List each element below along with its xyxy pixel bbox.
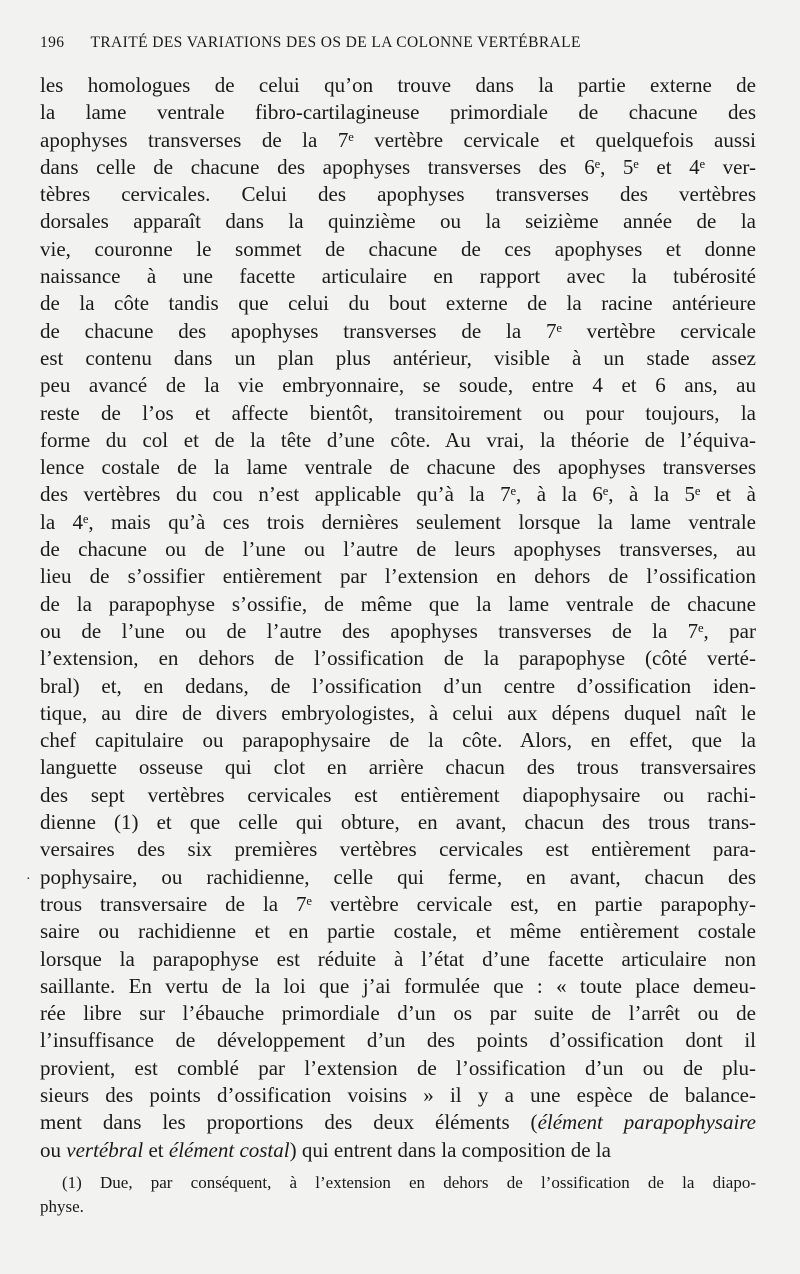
text-line: saire ou rachidienne et en partie costale, et même entièrement costale	[40, 919, 756, 944]
text-line: des sept vertèbres cervicales est entièrement diapophysaire ou rachi-	[40, 782, 756, 807]
body-text	[40, 72, 756, 1164]
text-line: forme du col et de la tête d’une côte. Au vrai, la théorie de l’équiva-	[40, 427, 756, 452]
text-line: les homologues de celui qu’on trouve dans la partie externe de	[40, 73, 756, 97]
running-header	[40, 34, 760, 52]
text-segment: ou	[40, 1137, 67, 1162]
text-line: de chacune ou de l’une ou l’autre de leurs apophyses transverses, au	[40, 537, 756, 562]
italic-term: vertébral	[66, 1137, 144, 1162]
text-line: l’extension, en dehors de l’ossification de la parapophyse (côté verté-	[40, 646, 756, 671]
footnote	[40, 1171, 756, 1219]
text-line: pophysaire, ou rachidienne, celle qui ferme, en avant, chacun des	[40, 864, 756, 889]
text-line: ou de l’une ou de l’autre des apophyses transverses de la 7ᵉ, par	[40, 618, 756, 643]
text-line: l’insuffisance de développement d’un des points d’ossification dont il	[40, 1028, 756, 1053]
text-segment: et	[143, 1137, 169, 1162]
text-line: chef capitulaire ou parapophysaire de la côte. Alors, en effet, que la	[40, 728, 756, 753]
text-line: naissance à une facette articulaire en rapport avec la tubérosité	[40, 264, 756, 289]
text-segment: ment dans les proportions des deux éléments (	[40, 1110, 538, 1135]
text-line: provient, est comblé par l’extension de l’ossification d’un ou de plu-	[40, 1055, 756, 1080]
text-line: bral) et, en dedans, de l’ossification d’un centre d’ossification iden-	[40, 673, 756, 698]
margin-mark: ·	[26, 872, 31, 887]
text-line: lieu de s’ossifier entièrement par l’extension en dehors de l’ossification	[40, 564, 756, 589]
text-line: apophyses transverses de la 7ᵉ vertèbre cervicale et quelquefois aussi	[40, 127, 756, 152]
footnote-line: physe.	[40, 1197, 84, 1216]
text-line: est contenu dans un plan plus antérieur, visible à un stade assez	[40, 345, 756, 370]
text-line: tèbres cervicales. Celui des apophyses transverses des vertèbres	[40, 182, 756, 207]
text-line: versaires des six premières vertèbres cervicales est entièrement para-	[40, 837, 756, 862]
text-line: peu avancé de la vie embryonnaire, se soude, entre 4 et 6 ans, au	[40, 373, 756, 398]
text-line: saillante. En vertu de la loi que j’ai formulée que : « toute place demeu-	[40, 973, 756, 998]
text-line: trous transversaire de la 7ᵉ vertèbre cervicale est, en partie parapophy-	[40, 891, 756, 916]
text-line: de la parapophyse s’ossifie, de même que la lame ventrale de chacune	[40, 591, 756, 616]
text-line-mixed	[40, 1137, 756, 1164]
italic-term: élément costal	[168, 1137, 290, 1162]
text-line: sieurs des points d’ossification voisins » il y a une espèce de balance-	[40, 1082, 756, 1107]
text-line: vie, couronne le sommet de chacune de ces apophyses et donne	[40, 236, 756, 261]
text-line-mixed	[40, 1109, 756, 1136]
text-line: dorsales apparaît dans la quinzième ou la seizième année de la	[40, 209, 756, 234]
text-line: tique, au dire de divers embryologistes, à celui aux dépens duquel naît le	[40, 700, 756, 725]
running-title: TRAITÉ DES VARIATIONS DES OS DE LA COLONNE VERTÉBRALE	[90, 34, 581, 51]
text-line: reste de l’os et affecte bientôt, transitoirement ou pour toujours, la	[40, 400, 756, 425]
text-segment: ) qui entrent dans la composition de la	[289, 1137, 611, 1162]
text-line: la lame ventrale fibro-cartilagineuse primordiale de chacune des	[40, 100, 756, 125]
text-line: des vertèbres du cou n’est applicable qu’à la 7ᵉ, à la 6ᵉ, à la 5ᵉ et à	[40, 482, 756, 507]
text-line: la 4ᵉ, mais qu’à ces trois dernières seulement lorsque la lame ventrale	[40, 509, 756, 534]
footnote-line: (1) Due, par conséquent, à l’extension en dehors de l’ossification de la diapo-	[62, 1173, 756, 1192]
text-line: de chacune des apophyses transverses de la 7ᵉ vertèbre cervicale	[40, 318, 756, 343]
text-line: languette osseuse qui clot en arrière chacun des trous transversaires	[40, 755, 756, 780]
page-number: 196	[40, 34, 65, 51]
italic-term: élément parapophysaire	[537, 1110, 756, 1135]
text-line: lorsque la parapophyse est réduite à l’état d’une facette articulaire non	[40, 946, 756, 971]
text-line: dienne (1) et que celle qui obture, en avant, chacun des trous trans-	[40, 810, 756, 835]
text-line: de la côte tandis que celui du bout externe de la racine antérieure	[40, 291, 756, 316]
text-line: dans celle de chacune des apophyses transverses des 6ᵉ, 5ᵉ et 4ᵉ ver-	[40, 154, 756, 179]
text-line: rée libre sur l’ébauche primordiale d’un os par suite de l’arrêt ou de	[40, 1001, 756, 1026]
text-line: lence costale de la lame ventrale de chacune des apophyses transverses	[40, 455, 756, 480]
